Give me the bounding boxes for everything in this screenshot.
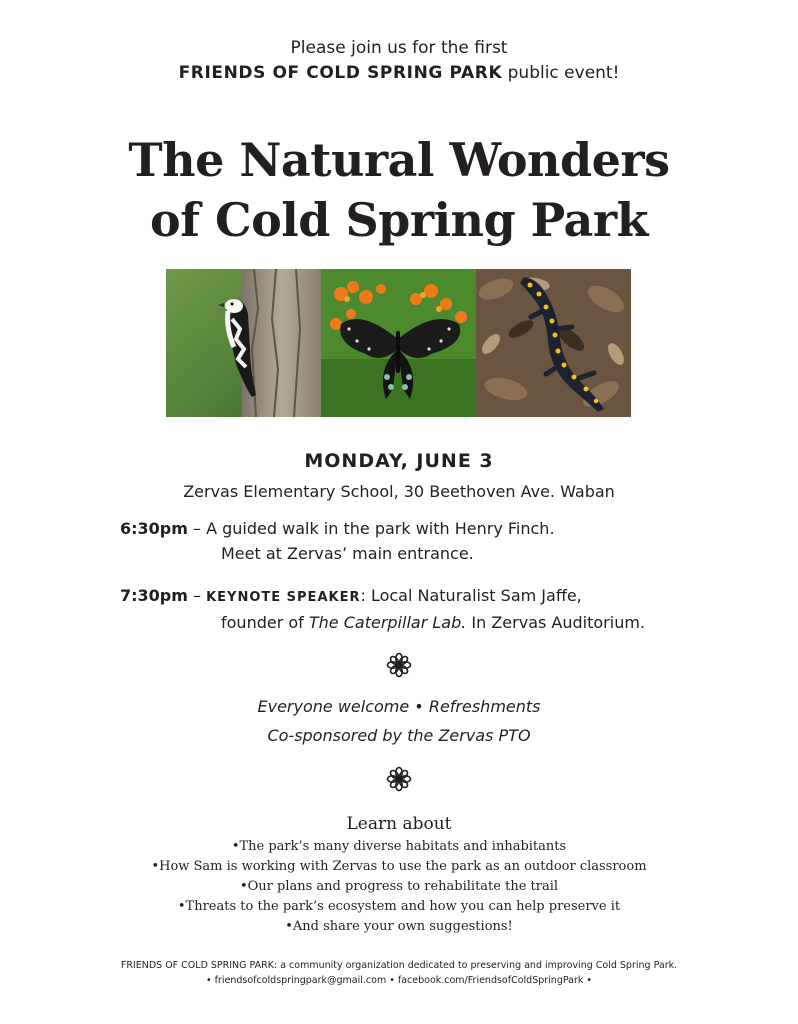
keynote-prefix: founder of: [221, 613, 309, 632]
title-line2: of Cold Spring Park: [150, 193, 648, 247]
schedule-item-walk: [120, 516, 555, 566]
list-item: •Threats to the park’s ecosystem and how you can help preserve it: [177, 899, 621, 914]
schedule-time: 6:30pm: [120, 519, 188, 538]
notes-line2: Co-sponsored by the Zervas PTO: [267, 726, 531, 745]
intro-line1: Please join us for the first: [290, 38, 508, 58]
flower-ornament-icon: [386, 652, 412, 678]
list-item: •How Sam is working with Zervas to use the park as an outdoor classroom: [151, 859, 647, 874]
schedule-walk-line2: Meet at Zervas’ main entrance.: [221, 544, 474, 563]
keynote-suffix: In Zervas Auditorium.: [466, 613, 646, 632]
footer-contact-links: • friendsofcoldspringpark@gmail.com • facebook.com/FriendsofColdSpringPark •: [205, 975, 593, 986]
caterpillar-lab-title: The Caterpillar Lab.: [308, 613, 467, 632]
schedule-item-keynote: [120, 583, 645, 635]
footer-line1: FRIENDS OF COLD SPRING PARK: a community organization dedicated to preserving and improving Cold Spring Park.: [120, 960, 678, 971]
schedule-dash: –: [187, 586, 207, 605]
woodpecker-photo: [166, 269, 321, 417]
list-item: •The park’s many diverse habitats and inhabitants: [231, 839, 567, 854]
keynote-label: KEYNOTE SPEAKER: [206, 590, 361, 605]
schedule-keynote-line2: [120, 610, 645, 635]
schedule-time: 7:30pm: [120, 586, 188, 605]
photo-strip: [166, 269, 632, 417]
flower-ornament-icon: [386, 766, 412, 792]
event-venue: Zervas Elementary School, 30 Beethoven Ave. Waban: [183, 482, 615, 501]
list-item: •Our plans and progress to rehabilitate the trail: [239, 879, 559, 894]
footer: [0, 958, 798, 988]
schedule-text: : Local Naturalist Sam Jaffe,: [360, 586, 582, 605]
schedule-text: A guided walk in the park with Henry Finch.: [206, 519, 555, 538]
event-date: MONDAY, JUNE 3: [304, 450, 494, 472]
salamander-photo: [476, 269, 631, 417]
notes-line1: Everyone welcome • Refreshments: [257, 697, 541, 716]
title-line1: The Natural Wonders: [128, 133, 670, 187]
intro-text: [0, 36, 798, 86]
event-title: [0, 130, 798, 250]
schedule-dash: –: [187, 519, 207, 538]
list-item: •And share your own suggestions!: [285, 919, 513, 934]
butterfly-photo: [321, 269, 476, 417]
intro-line2: [0, 61, 798, 86]
org-name: FRIENDS OF COLD SPRING PARK: [178, 63, 503, 83]
learn-heading: Learn about: [346, 814, 452, 834]
learn-list: [0, 837, 798, 937]
schedule-keynote-line1: [120, 583, 645, 610]
intro-suffix: public event!: [502, 63, 620, 83]
schedule-walk-line1: [120, 516, 555, 541]
